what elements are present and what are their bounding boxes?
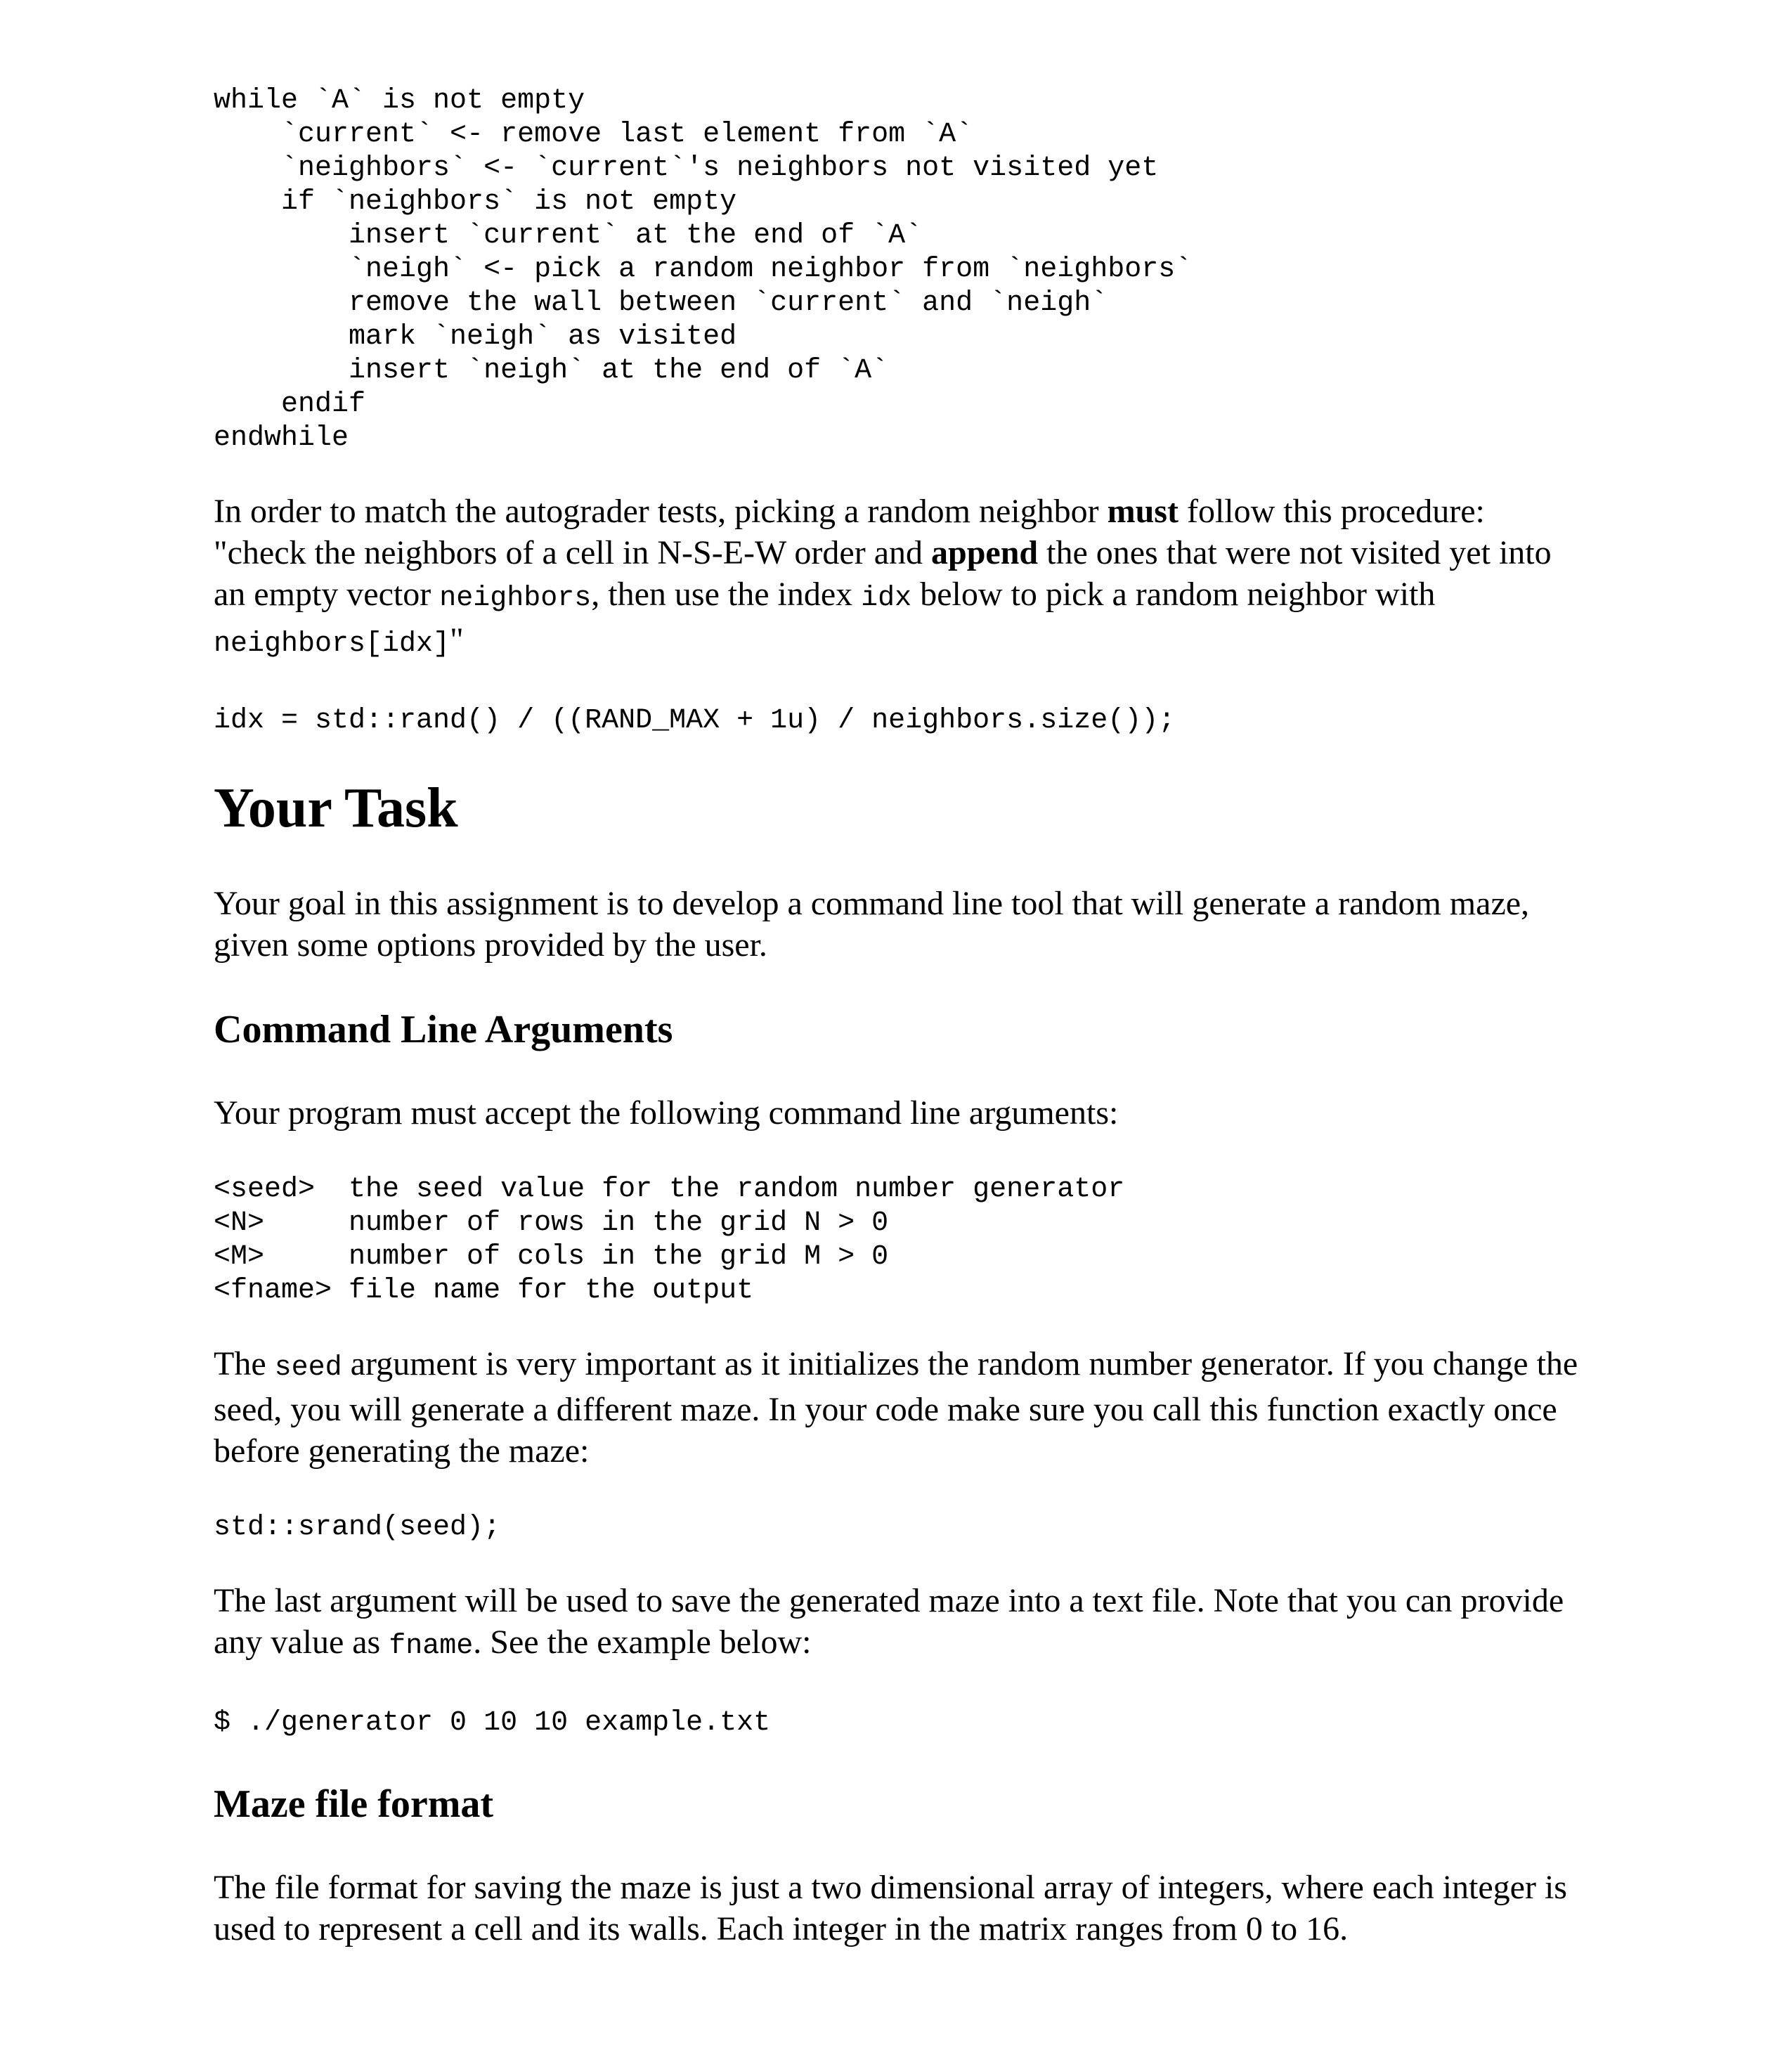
maze-file-format-heading: Maze file format [214,1782,493,1826]
command-line-arguments-heading: Command Line Arguments [214,1008,673,1051]
arguments-intro-paragraph: Your program must accept the following command line arguments: [214,1094,1119,1132]
pseudocode-line: insert `neigh` at the end of `A` [214,355,889,387]
argument-line: <seed> the seed value for the random number generator [214,1174,1125,1205]
arguments-list-block [214,1173,1584,1308]
neighbors-inline-code: neighbors [439,583,592,614]
pseudocode-line: endif [214,389,366,420]
seed-inline-code: seed [274,1352,342,1384]
idx-code-block: idx = std::rand() / ((RAND_MAX + 1u) / neighbors.size()); [214,705,1176,737]
srand-code-block: std::srand(seed); [214,1512,501,1543]
pseudocode-line: remove the wall between `current` and `neigh` [214,287,1108,319]
idx-inline-code: idx [861,583,912,614]
append-emphasis: append [931,534,1039,571]
example-command-block: $ ./generator 0 10 10 example.txt [214,1707,771,1739]
argument-line: <M> number of cols in the grid M > 0 [214,1241,889,1273]
pseudocode-block [214,84,1584,455]
must-emphasis: must [1107,493,1179,530]
document-page [214,84,1584,1950]
pseudocode-line: mark `neigh` as visited [214,321,737,353]
neighbor-procedure-paragraph: In order to match the autograder tests, picking a random neighbor must follow this procedure: "check the neighbors of a cell in N-S-E-W order and append the ones that were not visited yet into an empty vector neighbors, then use the index idx below to pick a random neighbor with neighbors[idx]" [214,493,1552,660]
fname-paragraph: The last argument will be used to save the generated maze into a text file. Note that you can provide any value as fname. See the example below: [214,1582,1564,1662]
seed-paragraph: The seed argument is very important as it initializes the random number generator. If you change the seed, you will generate a different maze. In your code make sure you call this function exactly once before generating the maze: [214,1345,1578,1470]
neighbors-idx-inline-code: neighbors[idx] [214,628,450,660]
pseudocode-line: while `A` is not empty [214,85,585,117]
task-paragraph: Your goal in this assignment is to develop a command line tool that will generate a random maze, given some options provided by the user. [214,885,1530,964]
pseudocode-line: endwhile [214,422,349,454]
argument-line: <N> number of rows in the grid N > 0 [214,1207,889,1239]
pseudocode-line: insert `current` at the end of `A` [214,220,923,252]
pseudocode-line: `current` <- remove last element from `A` [214,119,973,150]
your-task-heading: Your Task [214,777,458,839]
pseudocode-line: `neigh` <- pick a random neighbor from `neighbors` [214,254,1193,285]
pseudocode-line: if `neighbors` is not empty [214,186,737,218]
argument-line: <fname> file name for the output [214,1275,754,1307]
fname-inline-code: fname [389,1631,474,1662]
pseudocode-line: `neighbors` <- `current`'s neighbors not visited yet [214,153,1159,184]
file-format-paragraph: The file format for saving the maze is just a two dimensional array of integers, where each integer is used to represent a cell and its walls. Each integer in the matrix ranges from 0 to 16. [214,1869,1567,1947]
